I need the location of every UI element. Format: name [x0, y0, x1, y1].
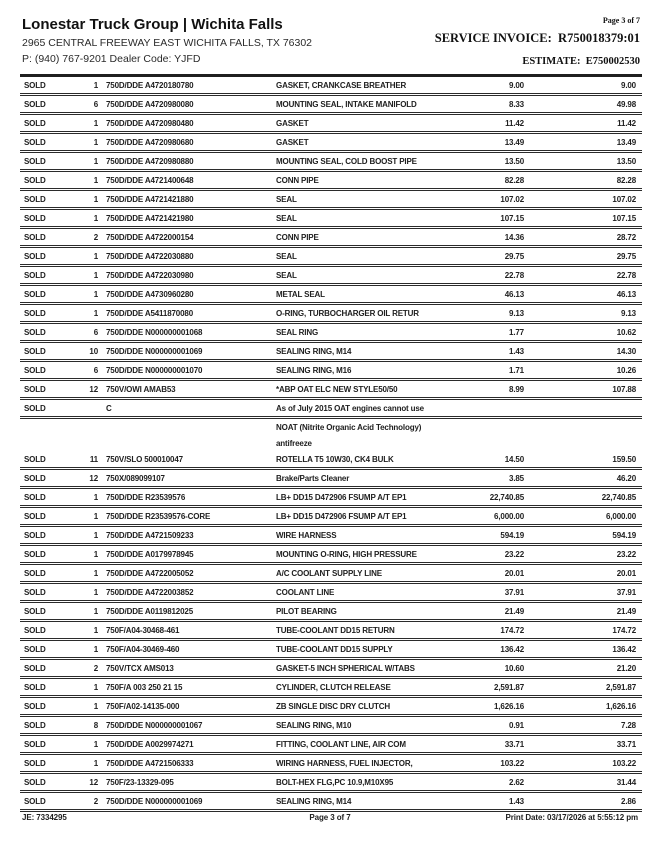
row-unit-price: 33.71 [504, 739, 524, 749]
row-extended-price: 82.28 [616, 175, 636, 185]
row-quantity: 1 [93, 587, 98, 597]
table-row [20, 77, 642, 93]
row-status: SOLD [24, 549, 46, 559]
row-quantity: 6 [93, 99, 98, 109]
table-row [20, 736, 642, 752]
table-row [20, 210, 642, 226]
table-row [20, 305, 642, 321]
row-extended-price: 46.13 [616, 289, 636, 299]
row-unit-price: 14.36 [504, 232, 524, 242]
row-description: BOLT-HEX FLG,PC 10.9,M10X95 [276, 777, 394, 787]
table-row [20, 400, 642, 416]
row-extended-price: 2.86 [621, 796, 636, 806]
row-extended-price: 2,591.87 [606, 682, 636, 692]
table-row [20, 774, 642, 790]
row-description: GASKET-5 INCH SPHERICAL W/TABS [276, 663, 415, 673]
row-unit-price: 594.19 [500, 530, 524, 540]
table-row [20, 622, 642, 638]
table-row [20, 286, 642, 302]
row-description: TUBE-COOLANT DD15 RETURN [276, 625, 395, 635]
row-description: SEAL [276, 251, 297, 261]
row-quantity: 1 [93, 530, 98, 540]
row-status: SOLD [24, 289, 46, 299]
row-unit-price: 0.91 [509, 720, 524, 730]
row-unit-price: 11.42 [505, 118, 524, 128]
table-row [20, 698, 642, 714]
row-part-number: 750F/A 003 250 21 15 [106, 682, 183, 692]
row-status: SOLD [24, 663, 46, 673]
row-part-number: 750D/DDE R23539576 [106, 492, 186, 502]
row-extended-price: 11.42 [617, 118, 636, 128]
dealer-info [22, 16, 312, 65]
row-unit-price: 23.22 [504, 549, 524, 559]
row-status: SOLD [24, 365, 46, 375]
row-quantity: 1 [93, 270, 98, 280]
row-quantity: 1 [93, 175, 98, 185]
row-quantity: 2 [93, 663, 98, 673]
row-quantity: 6 [93, 365, 98, 375]
row-part-number: 750X/089099107 [106, 473, 165, 483]
row-status: SOLD [24, 511, 46, 521]
row-part-number: 750D/DDE A4722003852 [106, 587, 194, 597]
row-extended-price: 10.26 [616, 365, 636, 375]
row-description: SEAL [276, 213, 297, 223]
row-part-number: 750D/DDE N000000001070 [106, 365, 203, 375]
table-row [20, 172, 642, 188]
row-description: WIRING HARNESS, FUEL INJECTOR, [276, 758, 413, 768]
row-status: SOLD [24, 625, 46, 635]
print-date: Print Date: 03/17/2026 at 5:55:12 pm [505, 813, 638, 822]
row-extended-price: 13.49 [616, 137, 636, 147]
row-status: SOLD [24, 777, 46, 787]
row-part-number: 750D/DDE A0179978945 [106, 549, 194, 559]
row-description: SEAL [276, 270, 297, 280]
row-description: WIRE HARNESS [276, 530, 337, 540]
row-extended-price: 103.22 [612, 758, 636, 768]
row-description: SEAL [276, 194, 297, 204]
row-status: SOLD [24, 454, 46, 464]
row-extended-price: 107.15 [612, 213, 636, 223]
row-unit-price: 2.62 [509, 777, 524, 787]
table-row [20, 584, 642, 600]
row-status: SOLD [24, 384, 46, 394]
table-row [20, 324, 642, 340]
row-part-number: 750D/DDE A4722000154 [106, 232, 194, 242]
row-extended-price: 594.19 [612, 530, 636, 540]
row-status: SOLD [24, 682, 46, 692]
row-status: SOLD [24, 739, 46, 749]
row-part-number: 750D/DDE A0029974271 [106, 739, 194, 749]
row-description: GASKET [276, 137, 309, 147]
dealer-address: 2965 CENTRAL FREEWAY EAST WICHITA FALLS, TX 76302 [22, 37, 313, 49]
row-status: SOLD [24, 270, 46, 280]
row-part-number: 750D/DDE A5411870080 [106, 308, 193, 318]
row-extended-price: 107.02 [612, 194, 636, 204]
row-part-number: 750D/DDE A4720180780 [106, 80, 194, 90]
table-row [20, 419, 642, 435]
row-status: SOLD [24, 213, 46, 223]
row-description: CYLINDER, CLUTCH RELEASE [276, 682, 391, 692]
row-part-number: 750D/DDE A4730960280 [106, 289, 194, 299]
row-extended-price: 10.62 [616, 327, 636, 337]
row-quantity: 12 [89, 384, 98, 394]
row-quantity: 1 [93, 137, 98, 147]
service-invoice-label: SERVICE INVOICE: [434, 31, 552, 45]
row-unit-price: 29.75 [504, 251, 524, 261]
table-row [20, 565, 642, 581]
row-unit-price: 6,000.00 [494, 511, 524, 521]
row-quantity: 1 [93, 213, 98, 223]
table-row [20, 679, 642, 695]
row-part-number: 750V/SLO 500010047 [106, 454, 183, 464]
row-unit-price: 21.49 [504, 606, 524, 616]
row-unit-price: 37.91 [504, 587, 524, 597]
row-status: SOLD [24, 99, 46, 109]
row-description: MOUNTING SEAL, INTAKE MANIFOLD [276, 99, 417, 109]
row-quantity: 1 [93, 549, 98, 559]
row-status: SOLD [24, 758, 46, 768]
row-part-number: 750D/DDE A4721421980 [106, 213, 194, 223]
row-status: SOLD [24, 701, 46, 711]
row-part-number: 750D/DDE A4721421880 [106, 194, 194, 204]
row-part-number: 750D/DDE A4721400648 [106, 175, 194, 185]
row-description: COOLANT LINE [276, 587, 335, 597]
row-part-number: 750D/DDE R23539576-CORE [106, 511, 211, 521]
row-part-number: 750F/A04-30468-461 [106, 625, 180, 635]
row-part-number: 750D/DDE A4722030980 [106, 270, 194, 280]
row-status: SOLD [24, 327, 46, 337]
page-footer [22, 813, 638, 825]
table-row [20, 115, 642, 131]
row-separator [20, 809, 642, 812]
row-extended-price: 14.30 [616, 346, 636, 356]
row-unit-price: 46.13 [504, 289, 524, 299]
row-status: SOLD [24, 80, 46, 90]
row-part-number: 750D/DDE A4720980680 [106, 137, 194, 147]
table-row [20, 508, 642, 524]
row-quantity: 1 [93, 682, 98, 692]
row-description: ZB SINGLE DISC DRY CLUTCH [276, 701, 391, 711]
row-quantity: 1 [93, 511, 98, 521]
row-extended-price: 37.91 [616, 587, 636, 597]
row-unit-price: 14.50 [504, 454, 524, 464]
table-row [20, 362, 642, 378]
estimate-line [435, 56, 640, 67]
row-description: SEALING RING, M10 [276, 720, 352, 730]
row-description: CONN PIPE [276, 175, 319, 185]
row-unit-price: 136.42 [500, 644, 524, 654]
page-indicator: Page 3 of 7 [602, 16, 640, 25]
row-quantity: 12 [89, 777, 98, 787]
row-extended-price: 6,000.00 [606, 511, 636, 521]
table-row [20, 660, 642, 676]
row-unit-price: 1.77 [509, 327, 524, 337]
row-unit-price: 103.22 [500, 758, 524, 768]
row-quantity: 1 [93, 606, 98, 616]
row-extended-price: 33.71 [616, 739, 636, 749]
row-quantity: 1 [93, 625, 98, 635]
table-row [20, 153, 642, 169]
row-status: SOLD [24, 473, 46, 483]
row-status: SOLD [24, 720, 46, 730]
row-quantity: 1 [93, 701, 98, 711]
table-row [20, 96, 642, 112]
row-part-number: 750D/DDE N000000001069 [106, 346, 203, 356]
table-row [20, 267, 642, 283]
row-unit-price: 22.78 [504, 270, 524, 280]
row-unit-price: 1.43 [509, 796, 524, 806]
row-description: A/C COOLANT SUPPLY LINE [276, 568, 382, 578]
row-part-number: 750F/A04-30469-460 [106, 644, 180, 654]
row-description: LB+ DD15 D472906 FSUMP A/T EP1 [276, 492, 407, 502]
row-description: LB+ DD15 D472906 FSUMP A/T EP1 [276, 511, 407, 521]
row-status: SOLD [24, 156, 46, 166]
row-unit-price: 22,740.85 [489, 492, 524, 502]
row-extended-price: 21.20 [616, 663, 636, 673]
row-status: SOLD [24, 492, 46, 502]
row-extended-price: 159.50 [612, 454, 636, 464]
row-quantity: 2 [93, 796, 98, 806]
row-status: SOLD [24, 251, 46, 261]
table-row [20, 229, 642, 245]
row-description: SEAL RING [276, 327, 319, 337]
row-unit-price: 107.15 [500, 213, 524, 223]
row-description: antifreeze [276, 438, 312, 448]
table-row [20, 489, 642, 505]
row-quantity: 12 [89, 473, 98, 483]
row-extended-price: 22,740.85 [601, 492, 636, 502]
table-row [20, 381, 642, 397]
row-quantity: 1 [93, 568, 98, 578]
row-description: ROTELLA T5 10W30, CK4 BULK [276, 454, 394, 464]
row-part-number: 750V/TCX AMS013 [106, 663, 174, 673]
row-part-number: 750D/DDE A4720980080 [106, 99, 194, 109]
row-part-number: 750F/A02-14135-000 [106, 701, 180, 711]
row-quantity: 1 [93, 251, 98, 261]
row-part-number: 750D/DDE N000000001067 [106, 720, 203, 730]
row-status: SOLD [24, 587, 46, 597]
row-description: SEALING RING, M16 [276, 365, 352, 375]
row-part-number: 750D/DDE A4722005052 [106, 568, 194, 578]
parts-table [20, 74, 642, 812]
je-number: JE: 7334295 [22, 813, 67, 822]
row-extended-price: 9.13 [621, 308, 636, 318]
row-extended-price: 28.72 [616, 232, 636, 242]
row-description: TUBE-COOLANT DD15 SUPPLY [276, 644, 393, 654]
row-status: SOLD [24, 232, 46, 242]
row-description: O-RING, TURBOCHARGER OIL RETUR [276, 308, 419, 318]
row-unit-price: 174.72 [500, 625, 524, 635]
row-quantity: 1 [93, 758, 98, 768]
row-quantity: 6 [93, 327, 98, 337]
row-part-number: 750D/DDE A4721506333 [106, 758, 194, 768]
row-unit-price: 1.43 [509, 346, 524, 356]
table-row [20, 134, 642, 150]
service-invoice-line [435, 31, 640, 46]
table-row [20, 641, 642, 657]
row-status: SOLD [24, 346, 46, 356]
row-extended-price: 49.98 [616, 99, 636, 109]
row-extended-price: 107.88 [612, 384, 636, 394]
row-part-number: 750F/23-13329-095 [106, 777, 174, 787]
row-status: SOLD [24, 194, 46, 204]
table-row [20, 717, 642, 733]
table-row [20, 527, 642, 543]
row-description: MOUNTING SEAL, COLD BOOST PIPE [276, 156, 417, 166]
row-part-number: C [106, 403, 112, 413]
row-status: SOLD [24, 175, 46, 185]
row-description: CONN PIPE [276, 232, 319, 242]
table-row [20, 470, 642, 486]
row-unit-price: 82.28 [504, 175, 524, 185]
row-extended-price: 22.78 [616, 270, 636, 280]
row-quantity: 2 [93, 232, 98, 242]
row-unit-price: 9.13 [509, 308, 524, 318]
row-quantity: 8 [93, 720, 98, 730]
row-part-number: 750D/DDE N000000001068 [106, 327, 203, 337]
row-part-number: 750D/DDE A0119812025 [106, 606, 193, 616]
row-unit-price: 2,591.87 [494, 682, 524, 692]
table-row [20, 755, 642, 771]
row-unit-price: 8.33 [509, 99, 524, 109]
row-status: SOLD [24, 137, 46, 147]
service-invoice-number: R750018379:01 [558, 31, 640, 45]
row-description: GASKET, CRANKCASE BREATHER [276, 80, 407, 90]
row-description: *ABP OAT ELC NEW STYLE50/50 [276, 384, 398, 394]
row-quantity: 1 [93, 644, 98, 654]
row-part-number: 750D/DDE A4722030880 [106, 251, 194, 261]
row-unit-price: 107.02 [500, 194, 524, 204]
row-description: FITTING, COOLANT LINE, AIR COM [276, 739, 406, 749]
table-row [20, 435, 642, 451]
row-quantity: 1 [93, 739, 98, 749]
table-row [20, 343, 642, 359]
row-unit-price: 3.85 [509, 473, 524, 483]
table-row [20, 248, 642, 264]
row-extended-price: 7.28 [621, 720, 636, 730]
row-unit-price: 9.00 [509, 80, 524, 90]
row-extended-price: 174.72 [612, 625, 636, 635]
table-row [20, 603, 642, 619]
row-unit-price: 13.49 [504, 137, 524, 147]
row-quantity: 1 [93, 289, 98, 299]
row-quantity: 1 [93, 194, 98, 204]
row-unit-price: 13.50 [504, 156, 524, 166]
row-description: METAL SEAL [276, 289, 325, 299]
footer-page-indicator: Page 3 of 7 [309, 813, 351, 822]
estimate-number: E750002530 [585, 56, 640, 67]
table-row [20, 546, 642, 562]
row-extended-price: 13.50 [616, 156, 636, 166]
row-unit-price: 1,626.16 [494, 701, 524, 711]
company-name: Lonestar Truck Group | Wichita Falls [22, 16, 283, 33]
row-status: SOLD [24, 568, 46, 578]
table-row [20, 451, 642, 467]
row-description: As of July 2015 OAT engines cannot use [276, 403, 424, 413]
row-extended-price: 20.01 [616, 568, 636, 578]
row-status: SOLD [24, 796, 46, 806]
row-status: SOLD [24, 403, 46, 413]
row-status: SOLD [24, 118, 46, 128]
row-extended-price: 23.22 [616, 549, 636, 559]
row-description: Brake/Parts Cleaner [276, 473, 350, 483]
table-row [20, 191, 642, 207]
row-description: PILOT BEARING [276, 606, 337, 616]
row-unit-price: 1.71 [509, 365, 524, 375]
row-unit-price: 8.99 [509, 384, 524, 394]
row-quantity: 1 [93, 492, 98, 502]
row-unit-price: 10.60 [504, 663, 524, 673]
row-extended-price: 21.49 [616, 606, 636, 616]
row-part-number: 750D/DDE A4721509233 [106, 530, 194, 540]
row-quantity: 10 [89, 346, 98, 356]
row-extended-price: 46.20 [616, 473, 636, 483]
row-description: SEALING RING, M14 [276, 796, 352, 806]
row-quantity: 1 [93, 80, 98, 90]
row-status: SOLD [24, 644, 46, 654]
row-description: SEALING RING, M14 [276, 346, 352, 356]
page-header [0, 0, 652, 67]
row-extended-price: 136.42 [612, 644, 636, 654]
invoice-info [435, 16, 640, 67]
row-description: NOAT (Nitrite Organic Acid Technology) [276, 422, 422, 432]
row-extended-price: 31.44 [616, 777, 636, 787]
row-quantity: 1 [93, 156, 98, 166]
dealer-phone-code: P: (940) 767-9201 Dealer Code: YJFD [22, 53, 201, 65]
estimate-label: ESTIMATE: [522, 56, 581, 67]
row-unit-price: 20.01 [504, 568, 524, 578]
table-row [20, 793, 642, 809]
row-description: GASKET [276, 118, 309, 128]
row-part-number: 750D/DDE A4720980480 [106, 118, 194, 128]
row-part-number: 750V/OWI AMAB53 [106, 384, 176, 394]
row-part-number: 750D/DDE N000000001069 [106, 796, 203, 806]
row-status: SOLD [24, 530, 46, 540]
row-part-number: 750D/DDE A4720980880 [106, 156, 194, 166]
row-description: MOUNTING O-RING, HIGH PRESSURE [276, 549, 417, 559]
row-extended-price: 29.75 [616, 251, 636, 261]
row-status: SOLD [24, 308, 46, 318]
row-quantity: 1 [93, 308, 98, 318]
row-quantity: 11 [89, 454, 98, 464]
row-status: SOLD [24, 606, 46, 616]
invoice-rows [20, 77, 642, 812]
row-quantity: 1 [93, 118, 98, 128]
row-extended-price: 9.00 [621, 80, 636, 90]
row-extended-price: 1,626.16 [606, 701, 636, 711]
